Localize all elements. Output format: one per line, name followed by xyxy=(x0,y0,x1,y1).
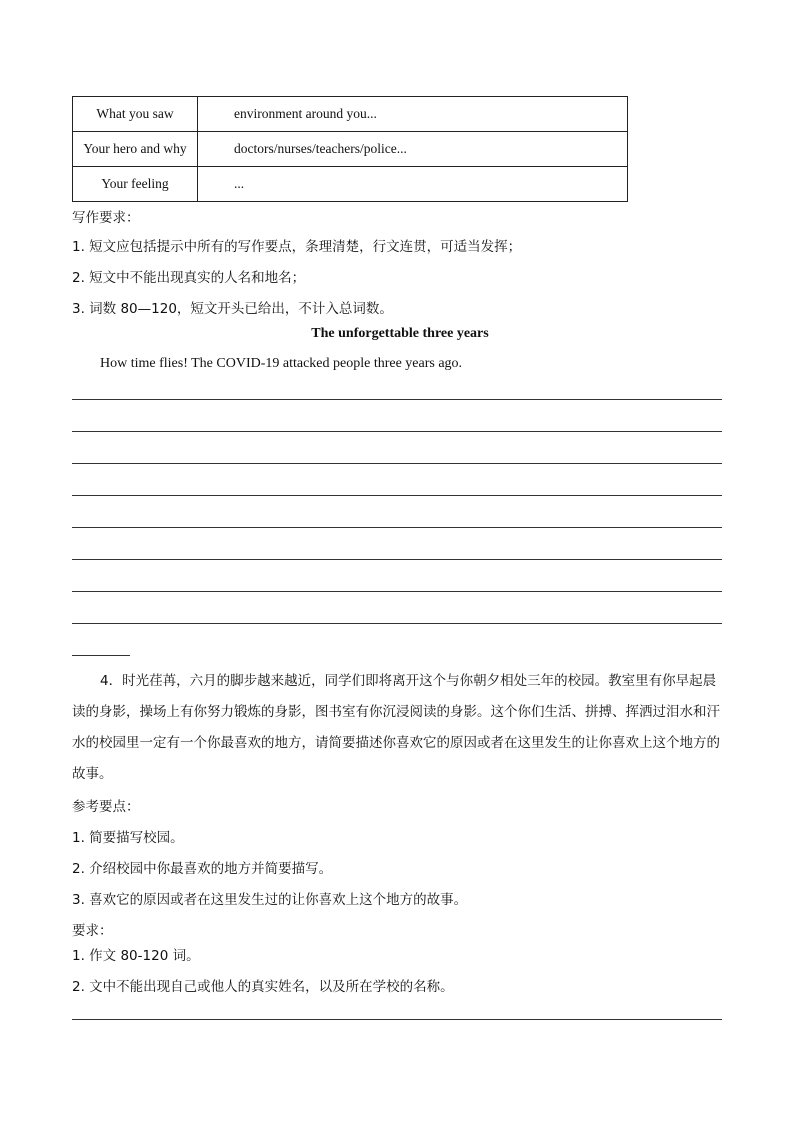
requirement-item: 1. 短文应包括提示中所有的写作要点，条理清楚，行文连贯，可适当发挥； xyxy=(72,239,522,255)
reference-points-heading: 参考要点： xyxy=(72,799,140,815)
hint-value: environment around you... xyxy=(198,97,628,132)
essay-opening: How time flies! The COVID-19 attacked people three years ago. xyxy=(100,356,463,371)
hint-value: doctors/nurses/teachers/police... xyxy=(198,132,628,167)
table-row xyxy=(73,132,628,167)
writing-requirements-heading: 写作要求： xyxy=(72,210,140,226)
requirement-item: 3. 词数 80—120，短文开头已给出，不计入总词数。 xyxy=(72,301,393,317)
writing-line[interactable] xyxy=(72,527,722,528)
hints-table xyxy=(72,96,628,202)
writing-line[interactable] xyxy=(72,559,722,560)
writing-line[interactable] xyxy=(72,495,722,496)
writing-line[interactable] xyxy=(72,1019,722,1020)
table-row xyxy=(73,97,628,132)
hint-value: ... xyxy=(198,167,628,202)
requirement-item: 2. 文中不能出现自己或他人的真实姓名，以及所在学校的名称。 xyxy=(72,979,454,995)
writing-line-short[interactable] xyxy=(72,655,130,656)
requirement-item: 1. 作文 80-120 词。 xyxy=(72,948,200,964)
hint-label: Your feeling xyxy=(73,167,198,202)
hint-label: What you saw xyxy=(73,97,198,132)
writing-line[interactable] xyxy=(72,431,722,432)
question-4-prompt: 4．时光荏苒，六月的脚步越来越近，同学们即将离开这个与你朝夕相处三年的校园。教室里有你早起晨读的身影，操场上有你努力锻炼的身影，图书室有你沉浸阅读的身影。这个你们生活、拼搏、挥洒过泪水和汗水的校园里一定有一个你最喜欢的地方，请简要描述你喜欢它的原因或者在这里发生的让你喜欢上这个地方的故事。 xyxy=(72,673,720,782)
hint-label: Your hero and why xyxy=(73,132,198,167)
reference-point: 2. 介绍校园中你最喜欢的地方并简要描写。 xyxy=(72,861,333,877)
writing-line[interactable] xyxy=(72,463,722,464)
reference-point: 1. 简要描写校园。 xyxy=(72,830,184,846)
requirements-heading: 要求： xyxy=(72,923,113,939)
requirement-item: 2. 短文中不能出现真实的人名和地名； xyxy=(72,270,306,286)
table-row xyxy=(73,167,628,202)
essay-title: The unforgettable three years xyxy=(311,326,489,341)
reference-point: 3. 喜欢它的原因或者在这里发生过的让你喜欢上这个地方的故事。 xyxy=(72,892,468,908)
writing-line[interactable] xyxy=(72,591,722,592)
writing-line[interactable] xyxy=(72,623,722,624)
writing-line[interactable] xyxy=(72,399,722,400)
